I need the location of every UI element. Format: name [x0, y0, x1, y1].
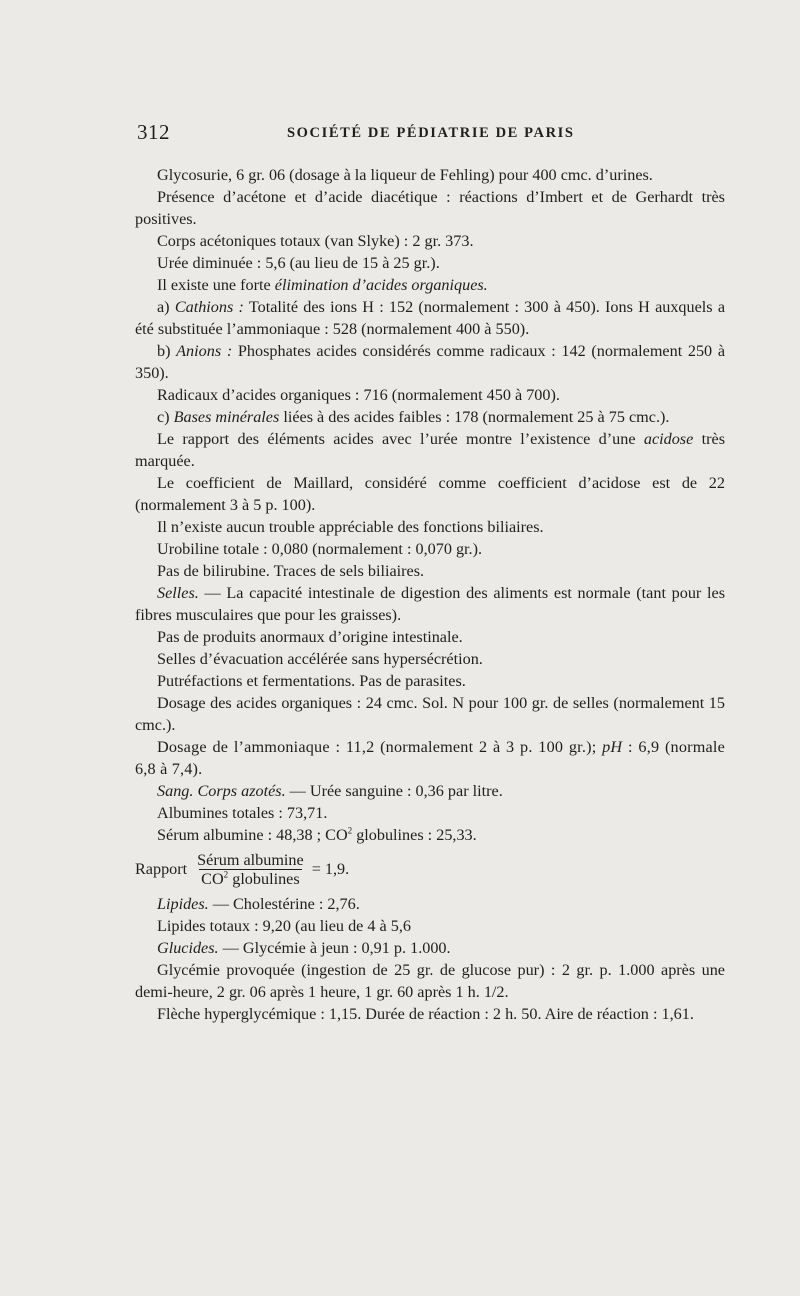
text-run: — Glycémie à jeun : 0,91 p. 1.000. — [218, 939, 451, 957]
paragraph-acides-organiques: Dosage des acides organiques : 24 cmc. Sol. N pour 100 gr. de selles (normalement 15 cmc.). — [135, 694, 725, 734]
fraction-result: = 1,9. — [311, 860, 350, 878]
paragraph-evacuation: Selles d’évacuation accélérée sans hypersécrétion. — [157, 650, 483, 668]
text-run: b) — [157, 342, 177, 360]
text-run: très marquée. — [135, 430, 725, 470]
rapport-fraction — [135, 849, 725, 889]
paragraph-corps-acetoniques: Corps acétoniques totaux (van Slyke) : 2 gr. 373. — [157, 232, 474, 250]
paragraph-glycemie-provoquee: Glycémie provoquée (ingestion de 25 gr. de glucose pur) : 2 gr. p. 1.000 après une demi-heure, 2 gr. 06 après 1 heure, 1 gr. 60 après 1 h. 1/2. — [135, 961, 725, 1001]
text-run: a) — [157, 298, 175, 316]
text-run: Sérum albumine : 48,38 ; CO — [157, 826, 348, 844]
paragraph-serum — [135, 824, 725, 846]
paragraph-elimination — [135, 274, 725, 296]
italic-run: Lipides. — [157, 895, 209, 913]
text-run: Totalité des ions H : 152 (normalement : 300 à 450). Ions H auxquels a été substituée l’ammoniaque : 528 (normalement 400 à 550). — [135, 298, 726, 338]
text-run: Phosphates acides considérés comme radicaux : 142 (normalement 250 à 350). — [135, 342, 726, 382]
paragraph-lipides — [135, 893, 725, 915]
italic-run: Selles. — [157, 584, 199, 602]
paragraph-urobiline: Urobiline totale : 0,080 (normalement : 0,070 gr.). — [157, 540, 483, 558]
text-run: Il existe une forte — [157, 276, 275, 294]
italic-run: élimination d’acides organiques. — [274, 276, 488, 294]
paragraph-ammoniaque — [135, 736, 725, 780]
paragraph-putrefactions: Putréfactions et fermentations. Pas de parasites. — [157, 672, 466, 690]
text-run: globulines : 25,33. — [352, 826, 477, 844]
paragraph-biliaires: Il n’existe aucun trouble appréciable des fonctions biliaires. — [157, 518, 544, 536]
italic-run: Glucides. — [157, 939, 219, 957]
superscript: 2 — [223, 869, 229, 880]
italic-run: Cathions : — [174, 298, 244, 316]
italic-run: Bases minérales — [173, 408, 280, 426]
paragraph-selles — [135, 582, 725, 626]
text-run: globulines — [228, 869, 300, 888]
text-run: CO — [201, 869, 224, 888]
fraction-label: Rapport — [135, 860, 188, 878]
paragraph-glucides — [135, 937, 725, 959]
paragraph-cathions — [135, 296, 725, 340]
paragraph-glycosurie: Glycosurie, 6 gr. 06 (dosage à la liqueur de Fehling) pour 400 cmc. d’urines. — [157, 166, 653, 184]
text-run: — Urée sanguine : 0,36 par litre. — [285, 782, 503, 800]
paragraph-acetone: Présence d’acétone et d’acide diacétique : réactions d’Imbert et de Gerhardt très positives. — [135, 188, 725, 228]
fraction — [195, 851, 306, 888]
running-title: SOCIÉTÉ DE PÉDIATRIE DE PARIS — [287, 125, 575, 141]
text-run: : 6,9 (normale 6,8 à 7,4). — [135, 738, 725, 778]
paragraph-maillard: Le coefficient de Maillard, considéré comme coefficient d’acidose est de 22 (normalement 3 à 5 p. 100). — [135, 474, 725, 514]
paragraph-fleche: Flèche hyperglycémique : 1,15. Durée de réaction : 2 h. 50. Aire de réaction : 1,61. — [157, 1005, 694, 1023]
page-body — [135, 164, 725, 1025]
paragraph-rapport-acidose — [135, 428, 725, 472]
paragraph-bilirubine: Pas de bilirubine. Traces de sels biliaires. — [157, 562, 425, 580]
paragraph-bases-minerales — [135, 406, 725, 428]
fraction-denominator — [199, 869, 302, 888]
paragraph-produits-anormaux: Pas de produits anormaux d’origine intestinale. — [157, 628, 463, 646]
paragraph-anions — [135, 340, 725, 384]
text-run: — La capacité intestinale de digestion des aliments est normale (tant pour les fibres musculaires que pour les graisses). — [135, 584, 725, 624]
fraction-numerator: Sérum albumine — [197, 850, 304, 869]
italic-run: Anions : — [176, 342, 233, 360]
superscript: 2 — [347, 825, 353, 836]
text-run: c) — [157, 408, 174, 426]
text-run: liées à des acides faibles : 178 (normalement 25 à 75 cmc.). — [279, 408, 670, 426]
page-number: 312 — [137, 120, 170, 144]
paragraph-albumines: Albumines totales : 73,71. — [157, 804, 328, 822]
italic-run: acidose — [643, 430, 694, 448]
italic-run: pH — [602, 738, 623, 756]
paragraph-uree: Urée diminuée : 5,6 (au lieu de 15 à 25 gr.). — [157, 254, 440, 272]
paragraph-lipides-totaux: Lipides totaux : 9,20 (au lieu de 4 à 5,6 — [157, 917, 411, 935]
text-run: Le rapport des éléments acides avec l’urée montre l’existence d’une — [157, 430, 644, 448]
text-run: Dosage de l’ammoniaque : 11,2 (normalement 2 à 3 p. 100 gr.); — [157, 738, 603, 756]
italic-run: Sang. Corps azotés. — [157, 782, 286, 800]
paragraph-sang — [135, 780, 725, 802]
text-run: — Cholestérine : 2,76. — [208, 895, 360, 913]
paragraph-radicaux: Radicaux d’acides organiques : 716 (normalement 450 à 700). — [157, 386, 560, 404]
page-header — [137, 120, 727, 144]
